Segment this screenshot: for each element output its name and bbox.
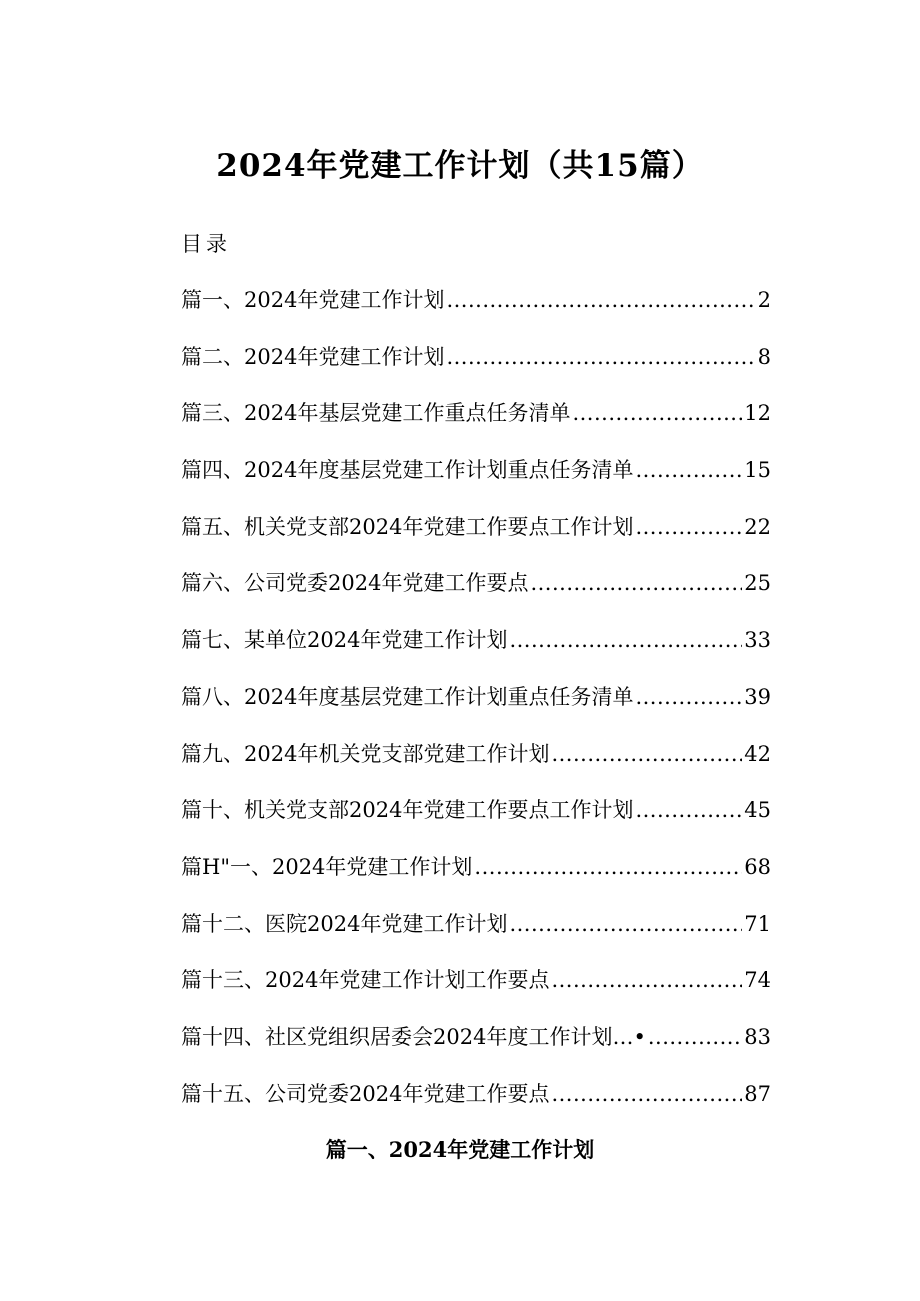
toc-entry-page-number: 25 bbox=[744, 571, 771, 596]
toc-dot-leader bbox=[474, 850, 742, 884]
toc-entry-page-number: 8 bbox=[757, 344, 771, 369]
toc-entry-label: 篇H"一、2024年党建工作计划 bbox=[181, 854, 473, 879]
toc-entry-label: 篇十二、医院2024年党建工作计划 bbox=[181, 911, 508, 936]
toc-entry[interactable] bbox=[181, 963, 771, 1020]
toc-entry-page-number: 42 bbox=[744, 741, 771, 766]
toc-entry[interactable] bbox=[181, 680, 771, 737]
toc-entry-label: 篇十三、2024年党建工作计划工作要点 bbox=[181, 968, 550, 993]
toc-dot-leader bbox=[551, 963, 742, 997]
document-title: 2024年党建工作计划（共15篇） bbox=[216, 148, 704, 184]
toc-entry-label: 篇五、机关党支部2024年党建工作要点工作计划 bbox=[181, 514, 634, 539]
toc-dot-leader bbox=[509, 907, 742, 941]
toc-entry-page-number: 2 bbox=[757, 288, 771, 312]
toc-dot-leader bbox=[530, 566, 742, 600]
toc-entry-label: 篇十五、公司党委2024年党建工作要点 bbox=[181, 1081, 550, 1106]
table-of-contents bbox=[181, 283, 771, 1133]
toc-entry-label: 篇六、公司党委2024年党建工作要点 bbox=[181, 571, 529, 596]
toc-entry-page-number: 12 bbox=[744, 401, 771, 426]
toc-entry-label: 篇二、2024年党建工作计划 bbox=[181, 344, 445, 369]
toc-entry-label: 篇一、2024年党建工作计划 bbox=[181, 288, 445, 312]
toc-entry-label: 篇九、2024年机关党支部党建工作计划 bbox=[181, 741, 550, 766]
toc-dot-leader bbox=[572, 396, 742, 430]
toc-dot-leader bbox=[551, 737, 742, 771]
toc-entry-label: 篇七、某单位2024年党建工作计划 bbox=[181, 628, 508, 653]
toc-entry[interactable] bbox=[181, 340, 771, 397]
toc-entry-page-number: 33 bbox=[744, 628, 771, 653]
toc-entry[interactable] bbox=[181, 510, 771, 567]
toc-entry-page-number: 15 bbox=[744, 458, 771, 483]
toc-entry[interactable] bbox=[181, 1020, 771, 1077]
toc-entry[interactable] bbox=[181, 453, 771, 510]
toc-entry[interactable] bbox=[181, 737, 771, 794]
toc-entry-page-number: 39 bbox=[744, 684, 771, 709]
toc-entry[interactable] bbox=[181, 566, 771, 623]
toc-entry-label: 篇八、2024年度基层党建工作计划重点任务清单 bbox=[181, 684, 634, 709]
toc-entry-page-number: 22 bbox=[744, 514, 771, 539]
toc-dot-leader bbox=[509, 623, 742, 657]
toc-entry-page-number: 87 bbox=[744, 1081, 771, 1106]
toc-dot-leader bbox=[648, 1020, 742, 1054]
toc-entry[interactable] bbox=[181, 396, 771, 453]
toc-entry[interactable] bbox=[181, 623, 771, 680]
toc-dot-leader bbox=[635, 680, 742, 714]
toc-entry-label: 篇三、2024年基层党建工作重点任务清单 bbox=[181, 401, 571, 426]
toc-entry[interactable] bbox=[181, 1077, 771, 1134]
toc-heading: 目录 bbox=[181, 232, 231, 256]
toc-entry-label: 篇十、机关党支部2024年党建工作要点工作计划 bbox=[181, 798, 634, 823]
toc-dot-leader bbox=[446, 340, 755, 374]
toc-dot-leader bbox=[635, 793, 742, 827]
toc-entry-label: 篇四、2024年度基层党建工作计划重点任务清单 bbox=[181, 458, 634, 483]
toc-entry[interactable] bbox=[181, 850, 771, 907]
toc-entry-page-number: 74 bbox=[744, 968, 771, 993]
toc-entry-page-number: 45 bbox=[744, 798, 771, 823]
toc-dot-leader bbox=[635, 453, 742, 487]
toc-entry-label: 篇十四、社区党组织居委会2024年度工作计划…• bbox=[181, 1024, 646, 1049]
toc-entry[interactable] bbox=[181, 907, 771, 964]
toc-entry-page-number: 83 bbox=[744, 1024, 771, 1049]
toc-entry[interactable] bbox=[181, 283, 771, 340]
toc-entry[interactable] bbox=[181, 793, 771, 850]
toc-dot-leader bbox=[446, 283, 755, 317]
toc-dot-leader bbox=[551, 1077, 742, 1111]
toc-entry-page-number: 71 bbox=[744, 911, 771, 936]
toc-dot-leader bbox=[635, 510, 742, 544]
toc-entry-page-number: 68 bbox=[744, 854, 771, 879]
section-heading: 篇一、2024年党建工作计划 bbox=[325, 1137, 595, 1162]
